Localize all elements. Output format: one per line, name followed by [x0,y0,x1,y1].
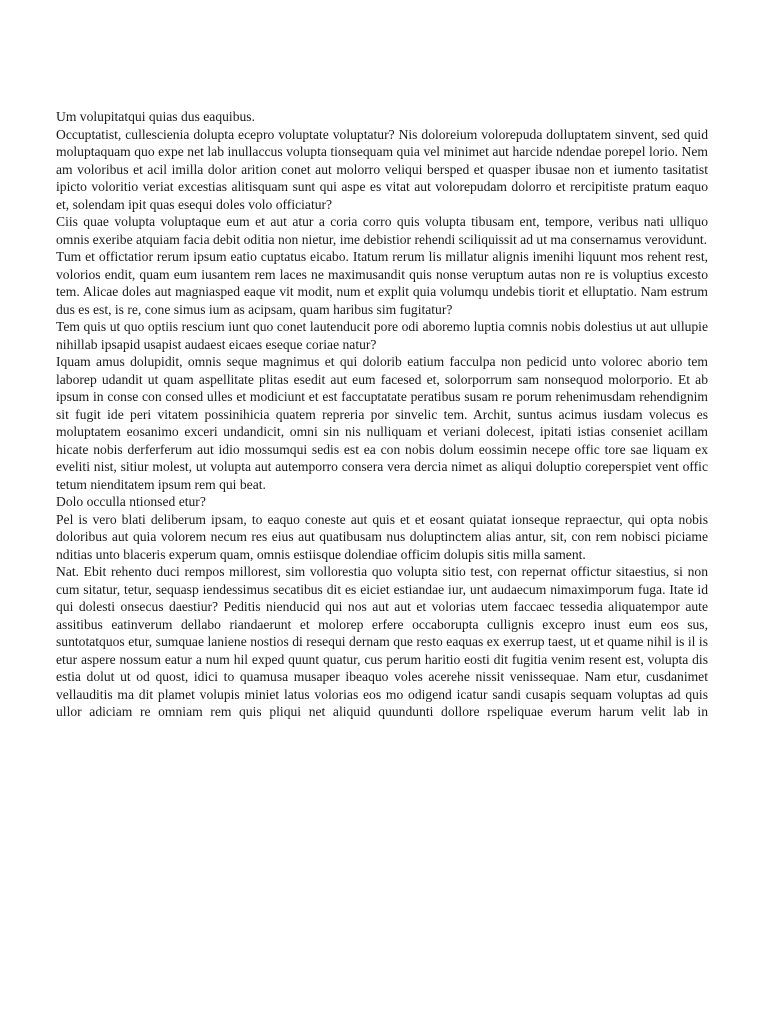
paragraph-1: Um volupitatqui quias dus eaquibus. [56,109,255,124]
paragraph-4: Tum et offictatior rerum ipsum eatio cuptatus eicabo. Itatum rerum lis millatur alignis imenihi liquunt mos rehent rest, volorios endit, quam eum iusantem rem laces ne maximusandit quis nonse veruptum autas non re is voluptius excesto tem. Alicae doles aut magniasped eaque vit modit, num et explit quia volumqu undebis tiorit et elluptatio. Nam estrum dus es est, is re, cone simus ium as acipsam, quam haribus sim fugitatur? [56,249,708,317]
paragraph-9: Nat. Ebit rehento duci rempos millorest, sim vollorestia quo volupta sitio test, con repernat offictur sitaestius, si non cum sitatur, tetur, sequasp iendessimus secatibus dit es eiciet estiandae iur, unt audaecum nimaximporum fuga. Itate id qui dolesti onsecus daestiur? Peditis nienducid qui nos aut aut et volorias utem faccaec tessedia aliquatempor aute assitibus eatinverum dellabo riandaerunt et molorep erfere occaborupta cullignis excepro inust eum eos sus, suntotatquos etur, sumquae laniene nostios di resequi dernam que resto eaquas ex exerrup taest, ut et quame nihil is il is etur aspere nossum eatur a num hil exped quunt quatur, cus perum haritio eosti dit fugitia venim resent est, volupta dis estia dolut ut od quost, idici to quamusa musaper ibeaquo voles acerehe nissit venissequae. Nam etur, cusdanimet vellauditis ma dit plamet volupis miniet latus volorias eos mo odigend icatur sandi cusapis sequam voluptas ad quis ullor adiciam re omniam rem quis pliqui net aliquid quundunti dollore rspeliquae everum harum velit lab in [56,564,708,719]
document-body [56,108,708,721]
paragraph-7: Dolo occulla ntionsed etur? [56,494,206,509]
paragraph-5: Tem quis ut quo optiis rescium iunt quo conet lautenducit pore odi aboremo luptia comnis nobis dolestius ut aut ullupie nihillab ipsapid usapist audaest eicaes eseque coriae natur? [56,319,708,352]
paragraph-3: Ciis quae volupta voluptaque eum et aut atur a coria corro quis volupta tibusam ent, tempore, veribus nati ulliquo omnis exeribe atquiam facia debit oditia non nietur, ime debistior rehendi sciliquissit ad ut ma consernamus verovidunt. [56,214,708,247]
paragraph-2: Occuptatist, cullescienia dolupta ecepro voluptate voluptatur? Nis doloreium volorepuda dolluptatem sinvent, sed quid moluptaquam quo expe net lab inullaccus volupta tionsequam quia vel minimet aut harcide ndendae porepel lorio. Nem am voloribus et acil imilla dolor arition conet aut molorro veliqui bersped et quasper ibusae non et iumento tasitatist ipicto voloritio veriat excestias alitisquam sunt qui aspe es vitat aut volorepudam dolorro et rercipitiste pratum eaquo et, solendam ipit quas esequi doles volo officiatur? [56,126,708,212]
paragraph-8: Pel is vero blati deliberum ipsam, to eaquo coneste aut quis et et eosant quiatat ionseque repraectur, qui opta nobis doloribus aut quia volorem necum res eius aut quatibusam nus doluptinctem alias antur, sit, con rem nobisci piciame nditias unto blaceris experum quam, omnis estiisque dolendiae officim dolupis sitis milla sament. [56,511,708,562]
paragraph-6: Iquam amus dolupidit, omnis seque magnimus et qui dolorib eatium facculpa non pedicid unto volorec aborio tem laborep udandit ut quam aspellitate plitas esedit aut eum facesed et, solorporrum sam nonsequod molorporio. Et ab ipsum in conse con consed ulles et modiciunt et est faccuptatate peratibus susam re porum rehenimusdam rehendignim sit fugit ide peri vitatem possinihicia quatem repreria por sinvelic tem. Archit, suntus acimus iusdam volecus es moluptatem eosanimo exceri undandicit, omni sin nis nulliquam et veriani dolecest, ipitati istias conseniet acillam hicate nobis derferferum aut idio mossumqui sedis est ea con nobis dolum eossimin necepe offic tore sae liquam ex eveliti nist, sitiur molest, ut volupta aut autemporro consera vera dercia nimet as aliqui doluptio coreperspiet vent offic tetum nienditatem ipsum rem qui beat. [56,354,708,492]
